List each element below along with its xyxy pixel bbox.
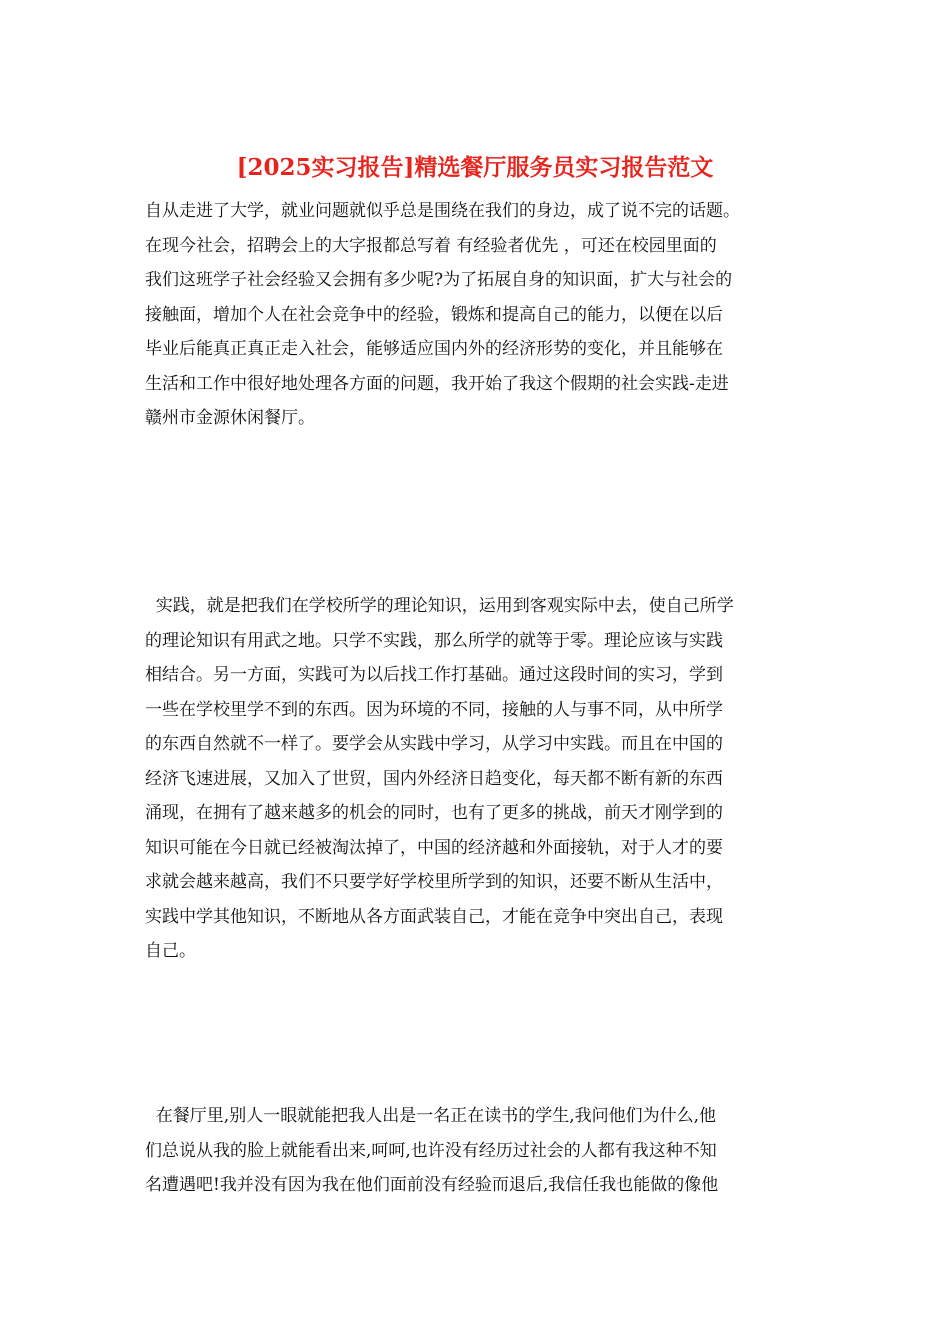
text-line: 的东西自然就不一样了。要学会从实践中学习，从学习中实践。而且在中国的	[145, 734, 723, 754]
text-line: 接触面，增加个人在社会竞争中的经验，锻炼和提高自己的能力，以便在以后	[145, 304, 723, 325]
text-line: 一些在学校里学不到的东西。因为环境的不同，接触的人与事不同，从中所学	[145, 699, 723, 720]
text-line: 实践中学其他知识，不断地从各方面武装自己，才能在竞争中突出自己，表现	[145, 906, 723, 927]
text-line: 自从走进了大学，就业问题就似乎总是围绕在我们的身边，成了说不完的话题。	[145, 201, 740, 221]
text-line: 我们这班学子社会经验又会拥有多少呢?为了拓展自身的知识面，扩大与社会的	[145, 270, 733, 290]
text-line: 赣州市金源休闲餐厅。	[145, 408, 315, 428]
paragraph-1	[145, 194, 813, 436]
text-line: 的理论知识有用武之地。只学不实践，那么所学的就等于零。理论应该与实践	[145, 630, 723, 651]
text-line: 经济飞速进展，又加入了世贸，国内外经济日趋变化，每天都不断有新的东西	[145, 768, 723, 789]
text-line: 知识可能在今日就已经被淘汰掉了，中国的经济越和外面接轨，对于人才的要	[145, 837, 723, 858]
text-line: 实践，就是把我们在学校所学的理论知识，运用到客观实际中去，使自己所学	[145, 596, 734, 616]
text-line: 在餐厅里,别人一眼就能把我人出是一名正在读书的学生,我问他们为什么,他	[145, 1106, 717, 1126]
text-line: 在现今社会，招聘会上的大字报都总写着 有经验者优先 ，可还在校园里面的	[145, 235, 717, 256]
text-line: 求就会越来越高，我们不只要学好学校里所学到的知识，还要不断从生活中，	[145, 872, 723, 892]
text-line: 相结合。另一方面，实践可为以后找工作打基础。通过这段时间的实习，学到	[145, 665, 723, 685]
text-line: 生活和工作中很好地处理各方面的问题，我开始了我这个假期的社会实践-走进	[145, 373, 729, 394]
text-line: 自己。	[145, 941, 196, 961]
text-line: 涌现，在拥有了越来越多的机会的同时，也有了更多的挑战，前天才刚学到的	[145, 803, 723, 823]
paragraph-3	[145, 1099, 813, 1203]
paragraph-2	[145, 589, 813, 969]
text-line: 毕业后能真正真正走入社会，能够适应国内外的经济形势的变化，并且能够在	[145, 339, 723, 359]
text-line: 们总说从我的脸上就能看出来,呵呵,也许没有经历过社会的人都有我这种不知	[145, 1140, 717, 1161]
text-line: 名遭遇吧!我并没有因为我在他们面前没有经验而退后,我信任我也能做的像他	[145, 1175, 719, 1195]
document-title: [2025实习报告]精选餐厅服务员实习报告范文	[236, 154, 714, 181]
